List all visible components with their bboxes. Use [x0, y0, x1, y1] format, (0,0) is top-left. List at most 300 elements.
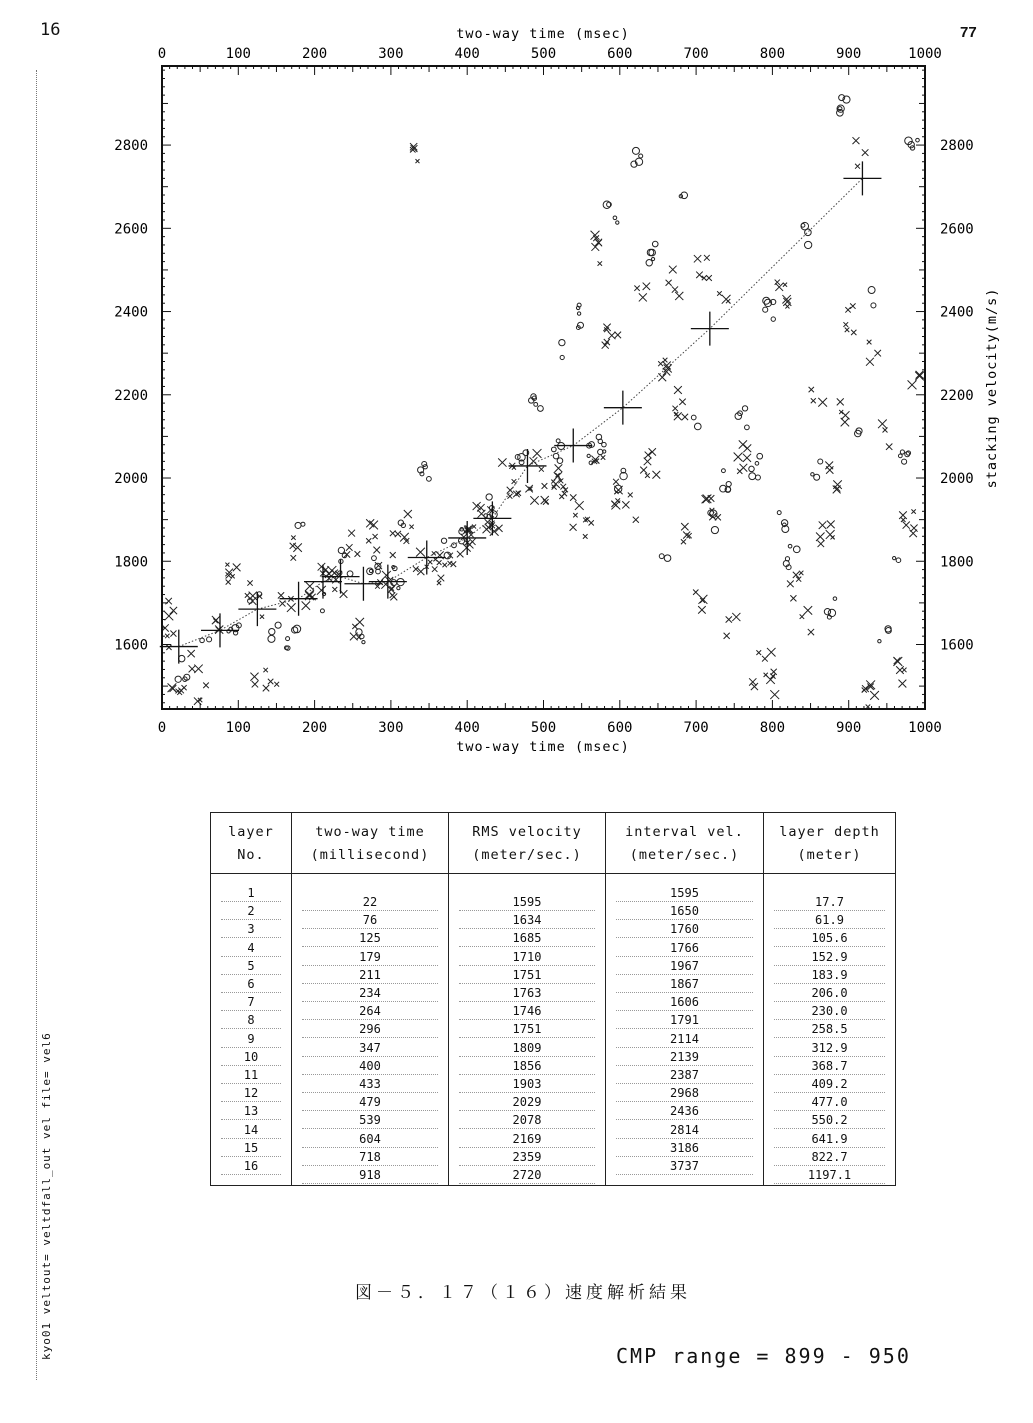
table-cell-rms: 2078 [449, 1112, 605, 1129]
semblance-o-mark [749, 473, 756, 480]
semblance-o-mark [793, 546, 800, 553]
table-cell-rms: 1710 [449, 949, 605, 966]
table-cell-interval: 2436 [606, 1103, 763, 1120]
semblance-o-mark [878, 640, 881, 643]
semblance-o-mark [369, 569, 372, 572]
semblance-x-mark [743, 454, 751, 462]
semblance-o-mark [200, 638, 205, 643]
semblance-o-mark [286, 637, 290, 641]
semblance-x-mark [669, 266, 677, 274]
semblance-x-mark [830, 535, 834, 539]
table-cell-interval: 2139 [606, 1049, 763, 1066]
semblance-o-mark [811, 473, 814, 476]
semblance-o-mark [694, 423, 701, 430]
semblance-x-mark [693, 589, 698, 594]
velocity-pick-cross [843, 161, 881, 195]
semblance-x-mark [804, 606, 813, 615]
table-cell-layer-no: 10 [211, 1049, 291, 1066]
y-tick-label-right: 2800 [940, 138, 974, 155]
semblance-o-mark [659, 554, 664, 559]
table-cell-interval: 1650 [606, 903, 763, 920]
header-interval [606, 813, 764, 874]
semblance-x-mark [542, 483, 548, 489]
x-tick-label-top: 500 [530, 46, 557, 62]
semblance-x-mark [390, 552, 396, 558]
semblance-x-mark [681, 523, 688, 530]
table-cell-depth: 206.0 [764, 985, 895, 1002]
semblance-x-mark [409, 525, 413, 529]
table-cell-twt: 76 [292, 912, 448, 929]
semblance-x-mark [428, 560, 432, 564]
semblance-x-mark [225, 563, 229, 567]
semblance-x-mark [530, 457, 538, 465]
semblance-o-mark [664, 555, 671, 562]
semblance-x-mark [543, 499, 549, 505]
table-cell-layer-no: 14 [211, 1122, 291, 1139]
semblance-x-mark [694, 255, 701, 262]
semblance-x-mark [717, 291, 722, 296]
semblance-x-mark [366, 519, 374, 527]
semblance-o-mark [534, 402, 538, 406]
table-cell-layer-no: 9 [211, 1031, 291, 1048]
table-cell-layer-no: 1 [211, 885, 291, 902]
table-cell-rms: 1595 [449, 894, 605, 911]
semblance-o-mark [613, 216, 617, 220]
table-cell-rms: 1903 [449, 1076, 605, 1093]
semblance-x-mark [640, 467, 647, 474]
semblance-o-mark [560, 355, 564, 359]
semblance-o-mark [356, 629, 362, 635]
semblance-x-mark [704, 255, 710, 261]
semblance-x-mark [833, 480, 842, 489]
semblance-x-mark [783, 283, 787, 287]
semblance-x-mark [233, 564, 241, 572]
semblance-x-mark [560, 484, 566, 490]
table-cell-interval: 2968 [606, 1085, 763, 1102]
semblance-x-mark [666, 280, 672, 286]
semblance-x-mark [645, 473, 650, 478]
x-tick-label-bottom: 600 [607, 720, 633, 736]
semblance-x-mark [819, 521, 827, 529]
semblance-x-mark [866, 680, 875, 689]
semblance-x-mark [533, 449, 542, 458]
semblance-x-mark [681, 539, 686, 544]
semblance-o-mark [632, 147, 639, 154]
velocity-pick-cross [369, 565, 407, 599]
semblance-x-mark [415, 159, 419, 163]
table-cell-depth: 368.7 [764, 1058, 895, 1075]
semblance-x-mark [507, 494, 512, 499]
figure-caption: 図－５．１７（１６）速度解析結果 [355, 1283, 691, 1303]
semblance-x-mark [252, 681, 258, 687]
table-cell-depth: 17.7 [764, 894, 895, 911]
x-tick-label-bottom: 100 [225, 720, 251, 736]
semblance-o-mark [557, 458, 563, 464]
semblance-o-mark [896, 558, 901, 563]
semblance-o-mark [577, 312, 580, 315]
table-cell-twt: 125 [292, 930, 448, 947]
table-cell-twt: 718 [292, 1149, 448, 1166]
table-cell-interval: 1760 [606, 921, 763, 938]
table-cell-interval: 3737 [606, 1158, 763, 1175]
semblance-x-mark [317, 586, 326, 595]
semblance-x-mark [570, 494, 576, 500]
header-layer [211, 813, 292, 874]
velocity-table [210, 812, 896, 1186]
semblance-x-mark [886, 444, 892, 450]
semblance-x-mark [658, 361, 663, 366]
semblance-x-mark [808, 629, 814, 635]
semblance-x-mark [916, 371, 924, 379]
semblance-x-mark [302, 601, 310, 609]
semblance-o-mark [646, 260, 652, 266]
semblance-o-mark [639, 154, 643, 158]
semblance-x-mark [837, 398, 844, 405]
velocity-pick-cross [508, 449, 546, 483]
semblance-x-mark [682, 414, 688, 420]
semblance-x-mark [827, 520, 835, 528]
x-axis-label-top: two-way time (msec) [456, 26, 630, 42]
table-cell-twt: 347 [292, 1040, 448, 1057]
table-cell-twt: 296 [292, 1021, 448, 1038]
semblance-o-mark [777, 511, 781, 515]
semblance-x-mark [894, 657, 901, 664]
x-tick-label-bottom: 900 [836, 720, 862, 736]
semblance-o-mark [763, 297, 770, 304]
table-cell-rms: 1856 [449, 1058, 605, 1075]
col-depth [764, 874, 896, 1186]
semblance-x-mark [555, 464, 563, 472]
semblance-x-mark [658, 373, 666, 381]
semblance-o-mark [801, 223, 805, 227]
semblance-o-mark [805, 229, 812, 236]
semblance-o-mark [175, 676, 181, 682]
semblance-x-mark [622, 501, 629, 508]
col-rms [449, 874, 606, 1186]
y-tick-label-left: 1800 [114, 554, 148, 571]
semblance-o-mark [814, 474, 820, 480]
table-cell-depth: 105.6 [764, 930, 895, 947]
x-tick-label-top: 300 [378, 46, 404, 62]
header-layer-line2: No. [237, 847, 265, 863]
semblance-o-mark [459, 529, 465, 535]
semblance-x-mark [845, 307, 850, 312]
table-cell-twt: 433 [292, 1076, 448, 1093]
semblance-x-mark [189, 665, 196, 672]
semblance-o-mark [538, 406, 544, 412]
semblance-x-mark [734, 452, 743, 461]
x-tick-label-top: 400 [454, 46, 480, 62]
cmp-range: CMP range = 899 - 950 [616, 1344, 911, 1368]
semblance-o-mark [771, 317, 775, 321]
semblance-x-mark [442, 563, 446, 567]
header-rms-line2: (meter/sec.) [472, 847, 582, 863]
semblance-o-mark [559, 339, 565, 345]
semblance-x-mark [469, 538, 475, 544]
semblance-x-mark [785, 304, 789, 308]
semblance-o-mark [726, 481, 731, 486]
semblance-x-mark [800, 614, 805, 619]
semblance-o-mark [818, 459, 823, 464]
header-twt-line1: two-way time [315, 824, 425, 840]
header-layer-line1: layer [228, 824, 274, 840]
semblance-x-mark [552, 480, 560, 488]
semblance-x-mark [226, 580, 231, 585]
semblance-o-mark [556, 439, 560, 443]
semblance-x-mark [862, 149, 869, 156]
semblance-o-mark [603, 450, 606, 453]
table-cell-depth: 230.0 [764, 1003, 895, 1020]
table-cell-layer-no: 13 [211, 1103, 291, 1120]
semblance-o-mark [614, 485, 621, 492]
semblance-x-mark [878, 420, 887, 429]
semblance-o-mark [269, 628, 275, 634]
semblance-x-mark [525, 485, 532, 492]
semblance-x-mark [373, 534, 378, 539]
table-cell-layer-no: 5 [211, 958, 291, 975]
semblance-x-mark [165, 612, 174, 621]
velocity-pick-cross [604, 391, 642, 425]
semblance-x-mark [896, 666, 904, 674]
semblance-o-mark [397, 587, 400, 590]
semblance-x-mark [898, 680, 906, 688]
semblance-o-mark [651, 257, 654, 260]
semblance-o-mark [551, 447, 556, 452]
table-cell-interval: 2114 [606, 1031, 763, 1048]
semblance-x-mark [530, 496, 538, 504]
semblance-x-mark [870, 691, 879, 700]
semblance-x-mark [559, 494, 564, 499]
table-cell-interval: 1766 [606, 940, 763, 957]
semblance-o-mark [598, 449, 603, 454]
header-rms-line1: RMS velocity [472, 824, 582, 840]
semblance-o-mark [742, 406, 747, 411]
semblance-o-mark [616, 221, 619, 224]
semblance-o-mark [900, 450, 904, 454]
semblance-o-mark [602, 442, 607, 447]
semblance-o-mark [833, 597, 837, 601]
semblance-x-mark [726, 616, 732, 622]
semblance-o-mark [735, 413, 742, 420]
semblance-o-mark [749, 466, 755, 472]
semblance-x-mark [843, 322, 848, 327]
semblance-x-mark [841, 418, 849, 426]
semblance-o-mark [441, 538, 446, 543]
velocity-pick-cross [322, 560, 360, 594]
semblance-x-mark [811, 398, 816, 403]
semblance-o-mark [178, 655, 184, 661]
table-cell-rms: 2029 [449, 1094, 605, 1111]
semblance-x-mark [818, 398, 827, 407]
velocity-pick-cross [448, 521, 486, 555]
semblance-x-mark [613, 479, 619, 485]
table-cell-interval: 1595 [606, 885, 763, 902]
table-cell-twt: 264 [292, 1003, 448, 1020]
table-cell-interval: 2387 [606, 1067, 763, 1084]
x-tick-label-top: 1000 [908, 46, 942, 62]
semblance-x-mark [395, 531, 401, 537]
semblance-o-mark [898, 454, 902, 458]
semblance-x-mark [498, 458, 506, 466]
table-cell-rms: 1763 [449, 985, 605, 1002]
semblance-o-mark [295, 522, 301, 528]
semblance-x-mark [726, 299, 730, 303]
semblance-x-mark [855, 164, 860, 169]
semblance-o-mark [755, 475, 760, 480]
page-number-right: 77 [960, 24, 977, 41]
x-tick-label-top: 900 [836, 46, 862, 62]
table-cell-twt: 179 [292, 949, 448, 966]
semblance-x-mark [698, 595, 707, 604]
table-cell-interval: 3186 [606, 1140, 763, 1157]
velocity-pick-cross [201, 613, 239, 647]
semblance-x-mark [639, 293, 647, 301]
semblance-o-mark [763, 307, 768, 312]
semblance-x-mark [672, 406, 677, 411]
semblance-x-mark [883, 428, 888, 433]
semblance-x-mark [291, 555, 297, 561]
velocity-function-line [179, 178, 863, 646]
semblance-x-mark [346, 544, 353, 551]
semblance-o-mark [427, 477, 432, 482]
semblance-o-mark [338, 547, 344, 553]
col-twt [292, 874, 449, 1186]
semblance-x-mark [851, 330, 856, 335]
table-cell-layer-no: 12 [211, 1085, 291, 1102]
x-axis-label-bottom: two-way time (msec) [456, 739, 630, 755]
header-interval-line2: (meter/sec.) [629, 847, 740, 863]
y-tick-label-right: 1800 [940, 554, 974, 571]
semblance-x-mark [348, 530, 355, 537]
table-cell-depth: 61.9 [764, 912, 895, 929]
semblance-x-mark [245, 593, 250, 598]
semblance-x-mark [279, 600, 285, 606]
semblance-x-mark [652, 471, 660, 479]
semblance-x-mark [775, 280, 780, 285]
semblance-x-mark [867, 340, 872, 345]
table-cell-twt: 211 [292, 967, 448, 984]
table-cell-depth: 477.0 [764, 1094, 895, 1111]
semblance-x-mark [570, 524, 577, 531]
header-rms [449, 813, 606, 874]
table-cell-rms: 1685 [449, 930, 605, 947]
header-twt [292, 813, 449, 874]
table-cell-layer-no: 3 [211, 921, 291, 938]
semblance-o-mark [587, 454, 590, 457]
semblance-x-mark [614, 332, 621, 339]
semblance-o-mark [422, 462, 427, 467]
semblance-x-mark [706, 275, 712, 281]
semblance-x-mark [901, 517, 906, 522]
y-tick-label-left: 1600 [114, 637, 148, 654]
semblance-o-mark [320, 609, 324, 613]
semblance-x-mark [724, 633, 730, 639]
semblance-x-mark [674, 386, 682, 394]
semblance-x-mark [274, 682, 279, 687]
table-cell-interval: 1606 [606, 994, 763, 1011]
x-tick-label-bottom: 0 [157, 720, 167, 736]
semblance-o-mark [805, 241, 812, 248]
semblance-x-mark [366, 538, 371, 543]
semblance-x-mark [732, 613, 740, 621]
semblance-o-mark [824, 609, 830, 615]
semblance-x-mark [644, 458, 652, 466]
semblance-x-mark [416, 548, 425, 557]
semblance-x-mark [643, 283, 650, 290]
table-cell-twt: 400 [292, 1058, 448, 1075]
semblance-x-mark [268, 679, 273, 684]
col-layer-no [211, 874, 292, 1186]
semblance-o-mark [721, 469, 725, 473]
semblance-x-mark [539, 467, 544, 472]
table-cell-rms: 1751 [449, 967, 605, 984]
table-cell-interval: 1967 [606, 958, 763, 975]
semblance-x-mark [825, 461, 833, 469]
col-interval [606, 874, 764, 1186]
table-cell-depth: 1197.1 [764, 1167, 895, 1184]
semblance-x-mark [291, 535, 295, 539]
chart-marks [160, 95, 924, 709]
semblance-x-mark [247, 580, 252, 585]
x-tick-label-top: 700 [683, 46, 709, 62]
table-cell-layer-no: 16 [211, 1158, 291, 1175]
semblance-x-mark [645, 452, 652, 459]
semblance-x-mark [457, 551, 464, 558]
semblance-o-mark [372, 556, 377, 561]
y-tick-label-left: 2600 [114, 221, 148, 238]
semblance-x-mark [278, 592, 284, 598]
velocity-pick-cross [408, 541, 446, 575]
semblance-o-mark [275, 622, 281, 628]
y-tick-label-left: 2000 [114, 471, 148, 488]
header-interval-line1: interval vel. [625, 824, 744, 840]
table-cell-layer-no: 7 [211, 994, 291, 1011]
y-tick-label-right: 1600 [940, 637, 974, 654]
semblance-x-mark [263, 685, 269, 691]
table-cell-twt: 539 [292, 1112, 448, 1129]
table-cell-interval: 2814 [606, 1122, 763, 1139]
semblance-x-mark [432, 566, 437, 571]
table-cell-depth: 822.7 [764, 1149, 895, 1166]
semblance-x-mark [355, 551, 361, 557]
table-cell-rms: 1634 [449, 912, 605, 929]
x-tick-label-bottom: 300 [378, 720, 404, 736]
semblance-x-mark [649, 448, 656, 455]
semblance-x-mark [770, 690, 779, 699]
table-cell-depth: 258.5 [764, 1021, 895, 1038]
semblance-x-mark [737, 469, 742, 474]
semblance-o-mark [868, 287, 875, 294]
semblance-x-mark [432, 551, 436, 555]
table-cell-layer-no: 15 [211, 1140, 291, 1157]
side-note [40, 1020, 58, 1360]
y-tick-label-right: 2000 [940, 471, 974, 488]
semblance-x-mark [756, 650, 761, 655]
semblance-x-mark [598, 261, 602, 265]
y-tick-label-left: 2400 [114, 304, 148, 321]
semblance-x-mark [767, 648, 776, 657]
table-cell-depth: 641.9 [764, 1131, 895, 1148]
table-cell-layer-no: 2 [211, 903, 291, 920]
semblance-x-mark [448, 561, 453, 566]
semblance-x-mark [318, 563, 326, 571]
semblance-o-mark [486, 494, 492, 500]
semblance-x-mark [388, 586, 395, 593]
semblance-x-mark [263, 668, 267, 672]
semblance-x-mark [874, 350, 881, 357]
table-cell-rms: 2169 [449, 1131, 605, 1148]
table-cell-twt: 918 [292, 1167, 448, 1184]
